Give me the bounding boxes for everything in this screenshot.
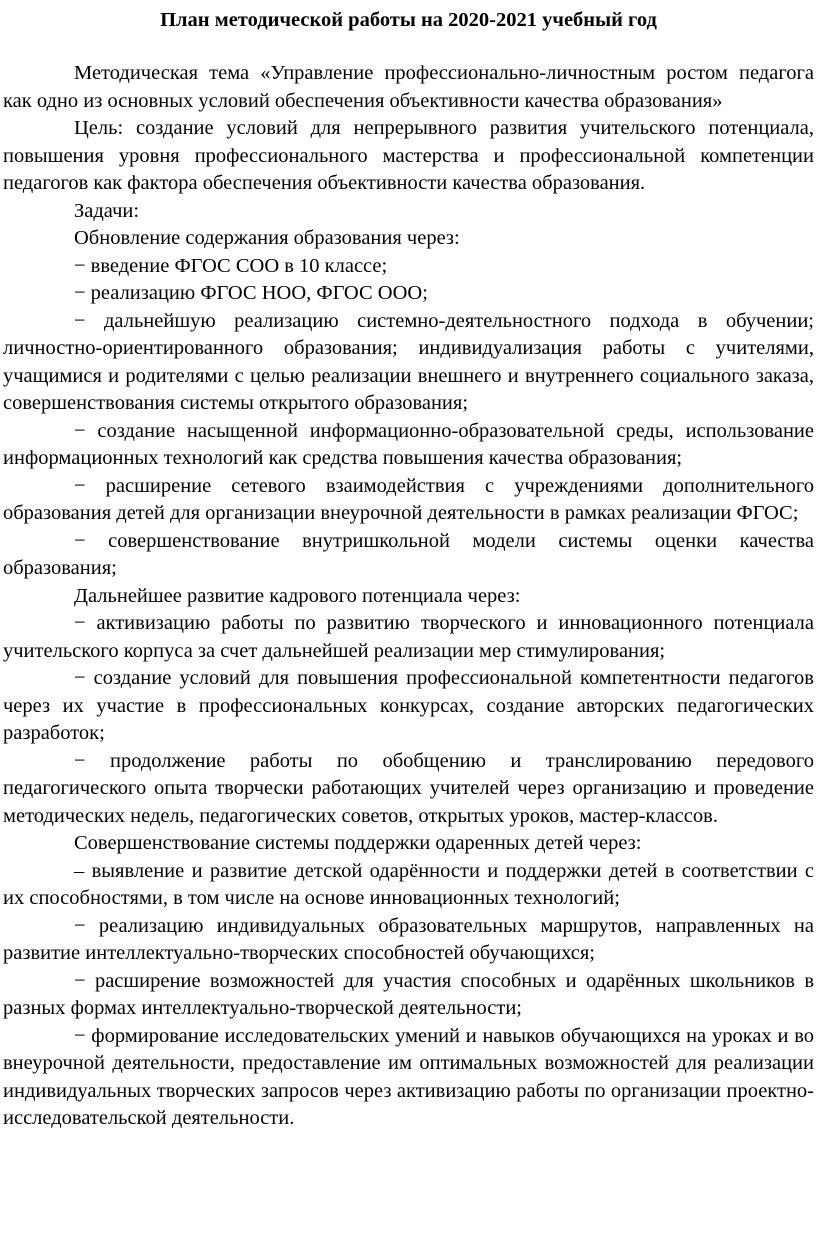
section-heading-staff-development: Дальнейшее развитие кадрового потенциала через: <box>74 584 521 607</box>
title-spacer <box>3 34 814 60</box>
document-title: План методической работы на 2020-2021 учебный год <box>160 9 657 31</box>
list-item: − реализацию ФГОС НОО, ФГОС ООО; <box>74 282 428 304</box>
list-item: − совершенствование внутришкольной модели системы оценки качества образования; <box>3 529 814 579</box>
list-item: − активизацию работы по развитию творческого и инновационного потенциала учительского корпуса за счет дальнейшей реализации мер стимулирования; <box>3 612 814 662</box>
list-item: − реализацию индивидуальных образовательных маршрутов, направленных на развитие интеллектуально-творческих способностей обучающихся; <box>3 914 814 964</box>
list-item: – выявление и развитие детской одарённости и поддержки детей в соответствии с их способностями, в том числе на основе инновационных технологий; <box>3 859 814 909</box>
list-item: − расширение возможностей для участия способных и одарённых школьников в разных формах интеллектуально-творческой деятельности; <box>3 969 814 1019</box>
section-heading-gifted-children: Совершенствование системы поддержки одаренных детей через: <box>74 832 642 854</box>
list-item: − дальнейшую реализацию системно-деятельностного подхода в обучении; личностно-ориентированного образования; индивидуализация работы с учителями, учащимися и родителями с целью реализации внешнего и внутреннего социального заказа, совершенствования системы открытого образования; <box>3 309 814 414</box>
methodical-theme-paragraph: Методическая тема «Управление профессионально-личностным ростом педагога как одно из основных условий обеспечения объективности качества образования» <box>3 62 814 112</box>
list-item: − расширение сетевого взаимодействия с учреждениями дополнительного образования детей для организации внеурочной деятельности в рамках реализации ФГОС; <box>3 474 814 524</box>
list-item: − создание условий для повышения профессиональной компетентности педагогов через их участие в профессиональных конкурсах, создание авторских педагогических разработок; <box>3 667 814 744</box>
list-item: − создание насыщенной информационно-образовательной среды, использование информационных технологий как средства повышения качества образования; <box>3 419 814 469</box>
tasks-heading: Задачи: <box>74 199 140 222</box>
list-item: − продолжение работы по обобщению и транслированию передового педагогического опыта творчески работающих учителей через организацию и проведение методических недель, педагогических советов, открытых уроков, мастер-классов. <box>3 749 814 827</box>
goal-paragraph: Цель: создание условий для непрерывного развития учительского потенциала, повышения уровня профессионального мастерства и профессиональной компетенции педагогов как фактора обеспечения объективности качества образования. <box>3 117 814 194</box>
list-item: − формирование исследовательских умений и навыков обучающихся на уроках и во внеурочной деятельности, предоставление им оптимальных возможностей для реализации индивидуальных творческих запросов через активизацию работы по организации проектно-исследовательской деятельности. <box>3 1024 814 1129</box>
section-heading-content-update: Обновление содержания образования через: <box>74 227 460 249</box>
list-item: − введение ФГОС СОО в 10 классе; <box>74 254 388 277</box>
